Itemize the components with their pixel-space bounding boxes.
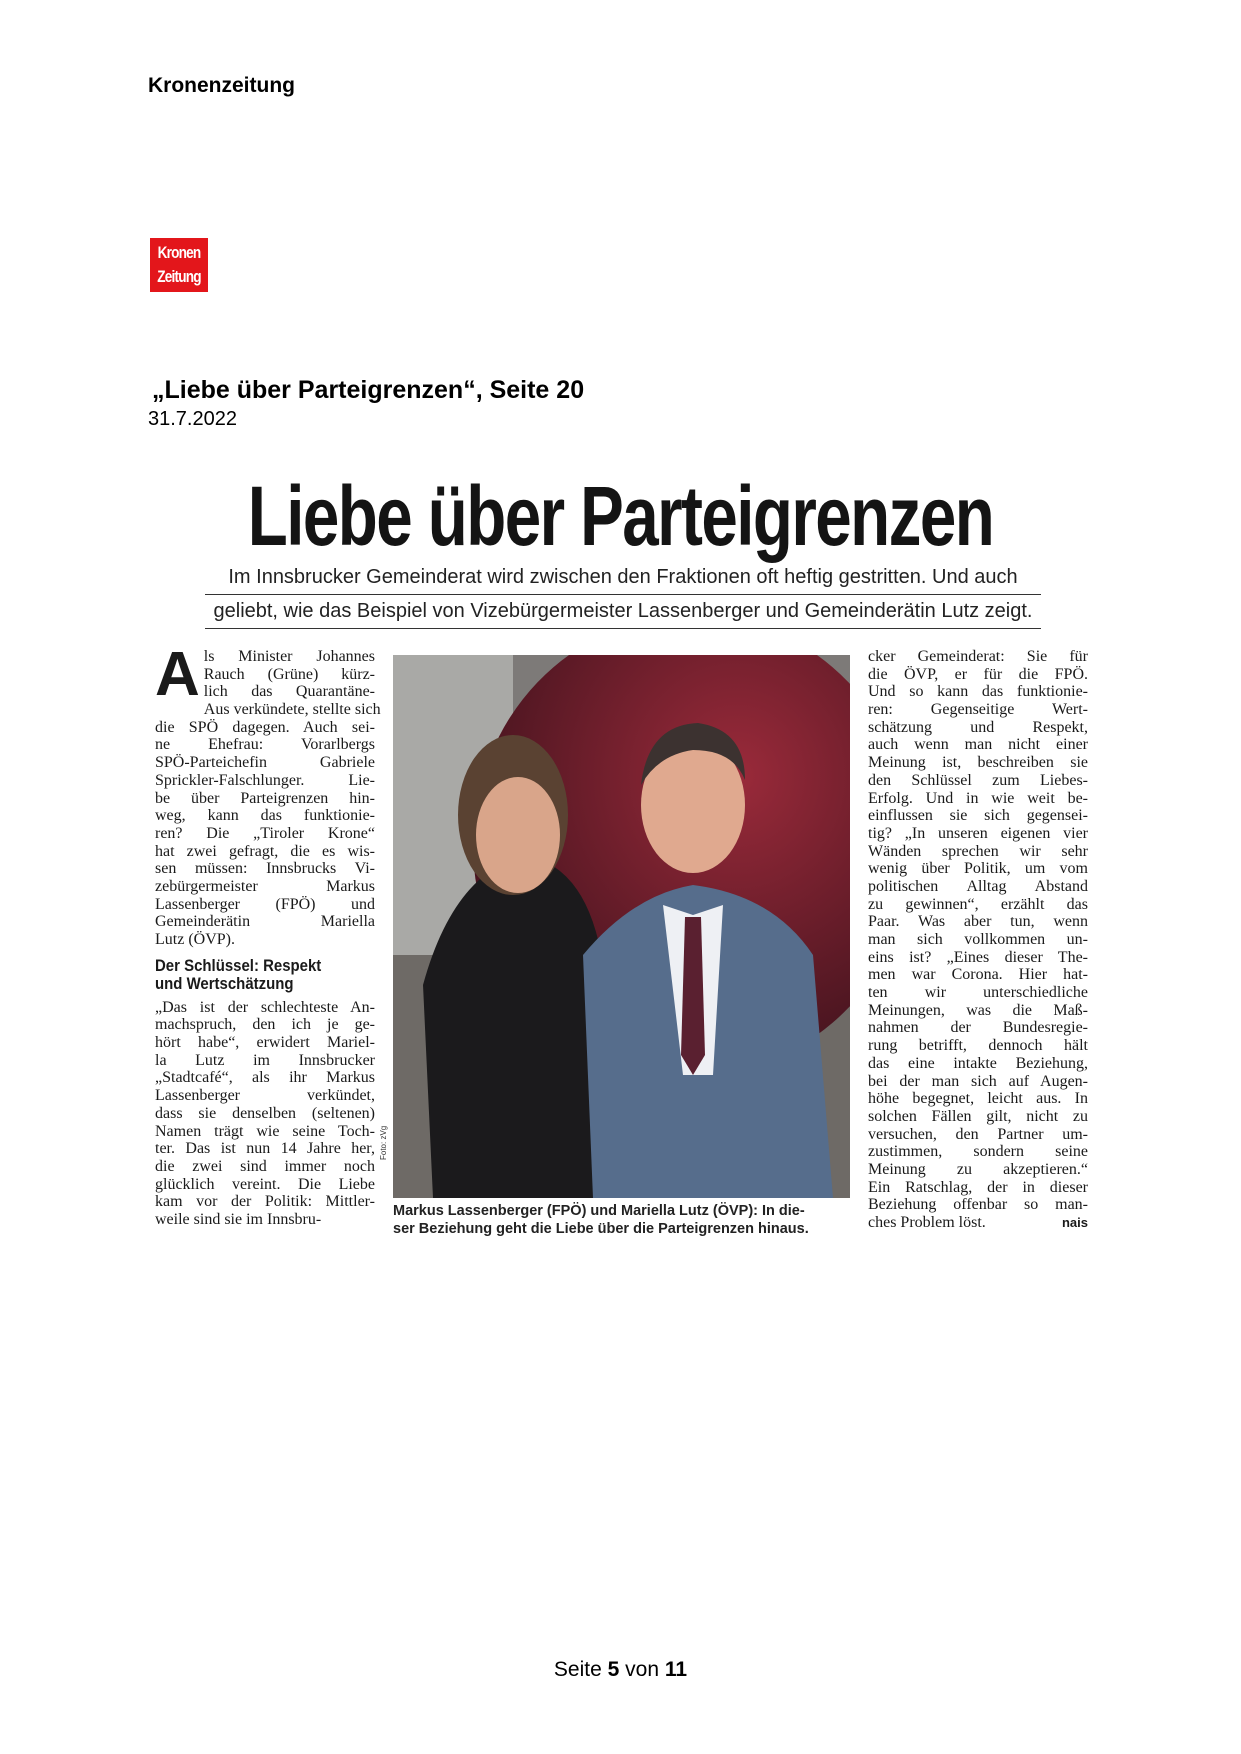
subheading <box>155 957 349 993</box>
body-line: men war Corona. Hier hat- <box>868 966 1088 984</box>
caption-line: Markus Lassenberger (FPÖ) und Mariella Lutz (ÖVP): In die- <box>393 1203 805 1219</box>
headline: Liebe über Parteigrenzen <box>247 469 994 563</box>
article-reference: „Liebe über Parteigrenzen“, Seite 20 <box>152 376 585 404</box>
body-line: ne Ehefrau: Vorarlbergs <box>155 736 375 754</box>
article-date: 31.7.2022 <box>148 408 237 430</box>
photo-credit: Foto: zVg <box>379 1125 388 1160</box>
subheading-line: und Wertschätzung <box>155 973 294 993</box>
body-line: die ÖVP, er für die FPÖ. <box>868 665 1088 683</box>
body-line <box>868 1214 1088 1232</box>
body-line: Meinung ist, beschreiben sie <box>868 754 1088 772</box>
body-text <box>868 648 1088 1214</box>
body-line: lich das Quarantäne- <box>203 683 375 701</box>
body-line: Und so kann das funktionie- <box>868 683 1088 701</box>
photo-caption <box>393 1203 863 1238</box>
body-line: ten wir unterschiedliche <box>868 984 1088 1002</box>
body-line: das eine intakte Beziehung, <box>868 1054 1088 1072</box>
body-line: nahmen der Bundesregie- <box>868 1019 1088 1037</box>
body-line: politischen Alltag Abstand <box>868 877 1088 895</box>
body-line: weg, kann das funktionie- <box>155 807 375 825</box>
body-line: Rauch (Grüne) kürz- <box>203 665 375 683</box>
body-line: zustimmen, sondern seine <box>868 1143 1088 1161</box>
body-line: hat zwei gefragt, die es wis- <box>155 842 375 860</box>
body-line: höhe begegnet, leicht aus. In <box>868 1090 1088 1108</box>
body-line: machspruch, den ich je ge- <box>155 1016 375 1034</box>
body-line: la Lutz im Innsbrucker <box>155 1051 375 1069</box>
body-line: Lutz (ÖVP). <box>155 931 235 948</box>
body-line: zu gewinnen“, erzählt das <box>868 895 1088 913</box>
body-line: Meinungen, was die Maß- <box>868 1001 1088 1019</box>
body-line: Erfolg. Und in wie weit be- <box>868 789 1088 807</box>
article-column-2 <box>868 648 1088 1232</box>
author-initials: nais <box>1061 1215 1088 1230</box>
body-line: eins ist? „Eines dieser The- <box>868 948 1088 966</box>
body-line: wenig über Politik, um vom <box>868 860 1088 878</box>
body-line: Meinung zu akzeptieren.“ <box>868 1160 1088 1178</box>
body-line: Gemeinderätin Mariella <box>155 913 375 931</box>
footer-prefix: Seite <box>553 1658 602 1681</box>
body-line: Lassenberger (FPÖ) und <box>155 895 375 913</box>
body-line: Namen trägt wie seine Toch- <box>155 1122 375 1140</box>
body-line: ren? Die „Tiroler Krone“ <box>155 824 375 842</box>
body-line: die SPÖ dagegen. Auch sei- <box>155 718 375 736</box>
body-line: ter. Das ist nun 14 Jahre her, <box>155 1140 375 1158</box>
body-line: Beziehung offenbar so man- <box>868 1196 1088 1214</box>
kronen-zeitung-logo <box>150 238 208 292</box>
body-line: Ein Ratschlag, der in dieser <box>868 1178 1088 1196</box>
body-line: Paar. Was aber tun, wenn <box>868 913 1088 931</box>
body-line: weile sind sie im Innsbru- <box>155 1210 322 1228</box>
subheading-line: Der Schlüssel: Respekt <box>155 955 322 975</box>
body-line: Sprickler-Falschlunger. Lie- <box>155 771 375 789</box>
body-line: auch wenn man nicht einer <box>868 736 1088 754</box>
body-line: zebürgermeister Markus <box>155 877 375 895</box>
body-line: den Schlüssel zum Liebes- <box>868 771 1088 789</box>
article-photo <box>393 655 850 1198</box>
logo-line-1: Kronen <box>157 243 201 262</box>
body-last-line: ches Problem löst. <box>868 1214 986 1231</box>
body-line: tig? „In unseren eigenen vier <box>868 824 1088 842</box>
body-line: rung betrifft, dennoch hält <box>868 1037 1088 1055</box>
body-line: versuchen, den Partner um- <box>868 1125 1088 1143</box>
body-line: bei der man sich auf Augen- <box>868 1072 1088 1090</box>
subheadline-line-2: geliebt, wie das Beispiel von Vizebürgermeister Lassenberger und Gemeinderätin Lutz zeigt. <box>205 600 1041 629</box>
body-text <box>155 999 375 1229</box>
body-line: hört habe“, erwidert Mariel- <box>155 1034 375 1052</box>
caption-line: ser Beziehung geht die Liebe über die Parteigrenzen hinaus. <box>393 1220 809 1237</box>
footer-of: von <box>625 1658 660 1681</box>
body-line: cker Gemeinderat: Sie für <box>868 648 1088 665</box>
body-line: „Stadtcafé“, als ihr Markus <box>155 1069 375 1087</box>
article-column-1 <box>155 640 381 1229</box>
body-line: schätzung und Respekt, <box>868 718 1088 736</box>
drop-cap: A <box>155 640 200 709</box>
body-line: „Das ist der schlechteste An- <box>155 998 375 1016</box>
total-pages: 11 <box>664 1658 688 1681</box>
source-label: Kronenzeitung <box>148 74 295 97</box>
body-line: sen müssen: Innsbrucks Vi- <box>155 860 375 878</box>
body-line: man sich vollkommen un- <box>868 931 1088 948</box>
current-page: 5 <box>607 1658 620 1681</box>
body-line: SPÖ-Parteichefin Gabriele <box>155 754 375 772</box>
body-line: solchen Fällen gilt, nicht zu <box>868 1107 1088 1125</box>
body-line: dass sie denselben (seltenen) <box>155 1104 375 1122</box>
logo-line-2: Zeitung <box>157 267 201 286</box>
body-line: glücklich vereint. Die Liebe <box>155 1175 375 1193</box>
body-line: ren: Gegenseitige Wert- <box>868 701 1088 719</box>
body-line: einflussen sie sich gegensei- <box>868 807 1088 825</box>
body-line: Wänden sprechen wir sehr <box>868 842 1088 860</box>
subheadline-line-1: Im Innsbrucker Gemeinderat wird zwischen den Fraktionen oft heftig gestritten. Und auch <box>205 566 1041 595</box>
body-line: ls Minister Johannes <box>203 648 375 665</box>
body-line: be über Parteigrenzen hin- <box>155 789 375 807</box>
body-line: Lassenberger verkündet, <box>155 1087 375 1105</box>
body-line: kam vor der Politik: Mittler- <box>155 1193 375 1211</box>
body-line: Aus verkündete, stellte sich <box>203 701 381 719</box>
body-line: die zwei sind immer noch <box>155 1157 375 1175</box>
page-footer <box>0 1658 1241 1682</box>
